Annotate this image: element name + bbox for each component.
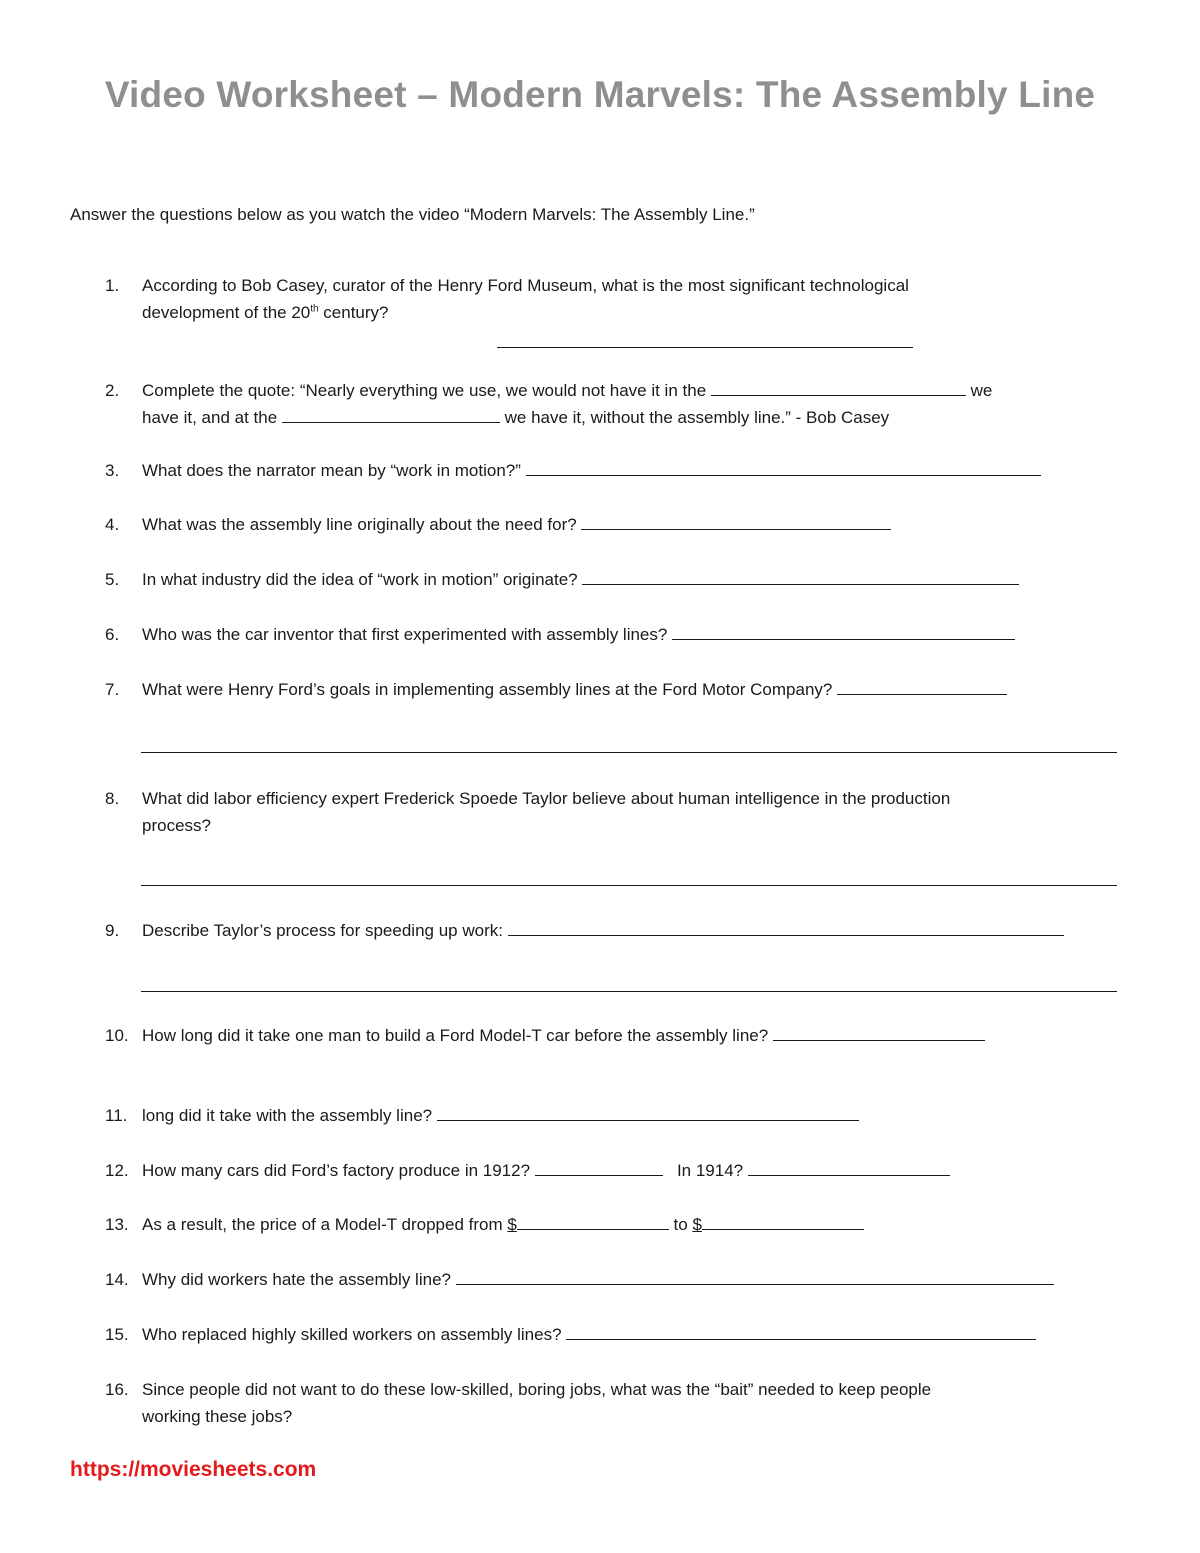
question-label: How long did it take one man to build a Ford Model-T car before the assembly line? [142,1026,773,1045]
question-text [142,272,909,326]
page-title: Video Worksheet – Modern Marvels: The Assembly Line [104,74,1096,115]
question-text-line2-end: century? [318,303,389,322]
answer-blank-9[interactable] [508,917,1064,936]
question-number: 2. [105,381,120,400]
question-text-line2: process? [142,816,211,835]
question-text-line2: development of the 20 [142,303,311,322]
question-text [142,377,992,431]
answer-blank-13-from[interactable] [517,1211,669,1230]
instructions: Answer the questions below as you watch the video “Modern Marvels: The Assembly Line.” [70,205,755,224]
answer-blank-12-1912[interactable] [535,1157,663,1176]
question-number: 16. [105,1380,129,1399]
quote-part-2: we [965,381,993,400]
question-text [142,621,1015,648]
quote-part-1: Complete the quote: “Nearly everything we use, we would not have it in the [142,381,711,400]
question-text [142,1376,931,1430]
question-number: 4. [105,515,120,534]
answer-blank-6[interactable] [672,621,1015,640]
question-number: 9. [105,921,120,940]
question-label: long did it take with the assembly line? [142,1106,437,1125]
answer-blank-3[interactable] [526,457,1041,476]
answer-blank-5[interactable] [582,566,1019,585]
question-text-line1: What did labor efficiency expert Frederick Spoede Taylor believe about human intelligence in the production [142,789,951,808]
superscript: th [310,303,319,315]
answer-blank-11[interactable] [437,1102,859,1121]
answer-line-8[interactable] [141,885,1117,886]
answer-blank-10[interactable] [773,1022,985,1041]
answer-blank-12-1914[interactable] [748,1157,950,1176]
question-text [142,457,1041,484]
question-text [142,1266,1054,1293]
question-number: 5. [105,570,120,589]
question-label-1914: In 1914? [662,1161,748,1180]
answer-blank-7[interactable] [837,676,1007,695]
quote-part-3: have it, and at the [142,408,282,427]
question-number: 11. [105,1106,128,1125]
answer-blank-14[interactable] [456,1266,1054,1285]
question-label: As a result, the price of a Model-T dropped from [142,1215,508,1234]
answer-blank-4[interactable] [581,511,891,530]
question-text [142,1321,1036,1348]
question-text [142,1102,859,1129]
question-number: 12. [105,1161,129,1180]
answer-blank-15[interactable] [566,1321,1036,1340]
question-text-line2: working these jobs? [142,1407,293,1426]
question-number: 8. [105,789,120,808]
answer-line-7[interactable] [141,752,1117,753]
answer-blank-2b[interactable] [282,404,500,423]
question-label: Who was the car inventor that first experimented with assembly lines? [142,625,673,644]
question-text [142,1211,864,1238]
question-number: 6. [105,625,120,644]
question-number: 3. [105,461,120,480]
question-number: 13. [105,1215,129,1234]
question-text [142,917,1064,944]
answer-blank-2a[interactable] [711,377,966,396]
question-label: What was the assembly line originally about the need for? [142,515,582,534]
question-text [142,566,1019,593]
question-label-to: to [668,1215,693,1234]
question-label: What does the narrator mean by “work in motion?” [142,461,526,480]
answer-blank-13-to[interactable] [702,1211,864,1230]
question-text [142,511,891,538]
answer-line-1[interactable] [497,347,913,348]
question-text-line1: Since people did not want to do these low-skilled, boring jobs, what was the “bait” needed to keep people [142,1380,932,1399]
question-text-line1: According to Bob Casey, curator of the Henry Ford Museum, what is the most significant technological [142,276,909,295]
question-number: 14. [105,1270,129,1289]
question-label: Who replaced highly skilled workers on assembly lines? [142,1325,567,1344]
question-text [142,785,950,839]
dollar-sign: $ [692,1215,702,1234]
question-label: How many cars did Ford’s factory produce in 1912? [142,1161,535,1180]
question-number: 10. [105,1026,129,1045]
question-number: 15. [105,1325,129,1344]
question-label: In what industry did the idea of “work in motion” originate? [142,570,583,589]
question-text [142,676,1007,703]
question-text [142,1157,950,1184]
question-label: Why did workers hate the assembly line? [142,1270,456,1289]
question-number: 7. [105,680,120,699]
question-number: 1. [105,276,120,295]
quote-part-4: we have it, without the assembly line.” - Bob Casey [499,408,890,427]
question-label: What were Henry Ford’s goals in implementing assembly lines at the Ford Motor Company? [142,680,838,699]
dollar-sign: $ [507,1215,517,1234]
answer-line-9[interactable] [141,991,1117,992]
question-label: Describe Taylor’s process for speeding up work: [142,921,508,940]
question-text [142,1022,985,1049]
footer-link[interactable]: https://moviesheets.com [70,1458,317,1481]
